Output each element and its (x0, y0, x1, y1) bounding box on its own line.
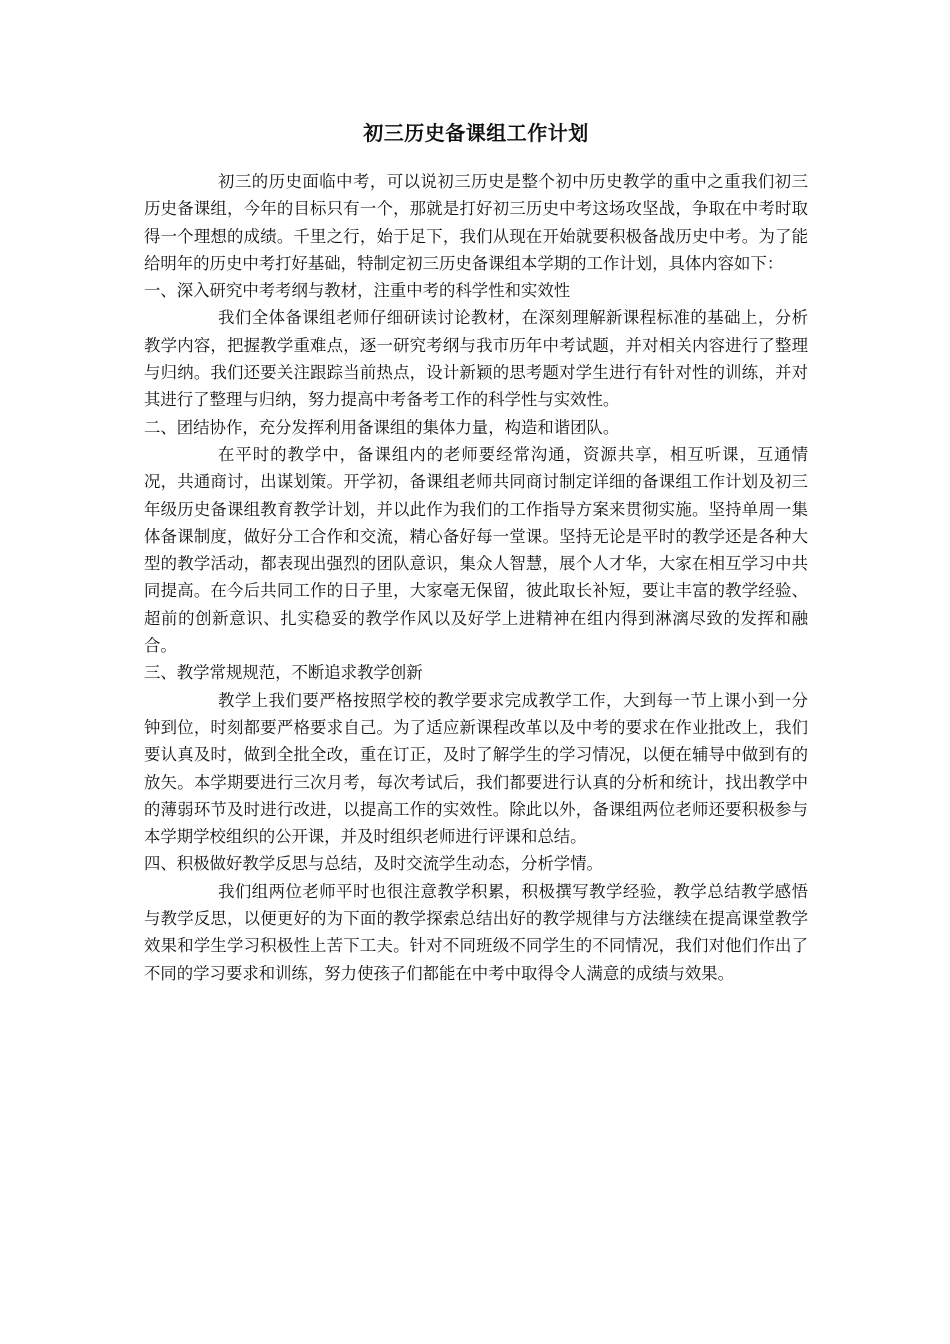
section-heading-3: 三、教学常规规范，不断追求教学创新 (144, 663, 423, 683)
section-heading-1: 一、深入研究中考考纲与教材，注重中考的科学性和实效性 (144, 281, 571, 301)
document-body (144, 168, 808, 987)
section-heading-4: 四、积极做好教学反思与总结，及时交流学生动态，分析学情。 (144, 854, 603, 874)
document-page (144, 118, 808, 987)
section-paragraph-1: 我们全体备课组老师仔细研读讨论教材，在深刻理解新课程标准的基础上，分析教学内容，把握教学重难点，逐一研究考纲与我市历年中考试题，并对相关内容进行了整理与归纳。我们还要关注跟踪当前热点，设计新颖的思考题对学生进行有针对性的训练，并对其进行了整理与归纳，努力提高中考备考工作的科学性与实效性。 (144, 308, 808, 410)
section-paragraph-3: 教学上我们要严格按照学校的教学要求完成教学工作，大到每一节上课小到一分钟到位，时刻都要严格要求自己。为了适应新课程改革以及中考的要求在作业批改上，我们要认真及时，做到全批全改，重在订正，及时了解学生的学习情况，以便在辅导中做到有的放矢。本学期要进行三次月考，每次考试后，我们都要进行认真的分析和统计，找出教学中的薄弱环节及时进行改进，以提高工作的实效性。除此以外，备课组两位老师还要积极参与本学期学校组织的公开课，并及时组织老师进行评课和总结。 (144, 690, 808, 847)
document-title: 初三历史备课组工作计划 (363, 121, 589, 145)
section-paragraph-2: 在平时的教学中，备课组内的老师要经常沟通，资源共享，相互听课，互通情况，共通商讨，出谋划策。开学初，备课组老师共同商讨制定详细的备课组工作计划及初三年级历史备课组教育教学计划，并以此作为我们的工作指导方案来贯彻实施。坚持单周一集体备课制度，做好分工合作和交流，精心备好每一堂课。坚持无论是平时的教学还是各种大型的教学活动，都表现出强烈的团队意识，集众人智慧，展个人才华，大家在相互学习中共同提高。在今后共同工作的日子里，大家毫无保留，彼此取长补短，要让丰富的教学经验、超前的创新意识、扎实稳妥的教学作风以及好学上进精神在组内得到淋漓尽致的发挥和融合。 (144, 444, 808, 656)
section-paragraph-4: 我们组两位老师平时也很注意教学积累，积极撰写教学经验，教学总结教学感悟与教学反思，以便更好的为下面的教学探索总结出好的教学规律与方法继续在提高课堂教学效果和学生学习积极性上苦下工夫。针对不同班级不同学生的不同情况，我们对他们作出了不同的学习要求和训练，努力使孩子们都能在中考中取得令人满意的成绩与效果。 (144, 881, 808, 983)
intro-paragraph: 初三的历史面临中考，可以说初三历史是整个初中历史教学的重中之重我们初三历史备课组，今年的目标只有一个，那就是打好初三历史中考这场攻坚战，争取在中考时取得一个理想的成绩。千里之行，始于足下，我们从现在开始就要积极备战历史中考。为了能给明年的历史中考打好基础，特制定初三历史备课组本学期的工作计划，具体内容如下： (144, 172, 808, 273)
section-heading-2: 二、团结协作，充分发挥利用备课组的集体力量，构造和谐团队。 (144, 417, 620, 437)
